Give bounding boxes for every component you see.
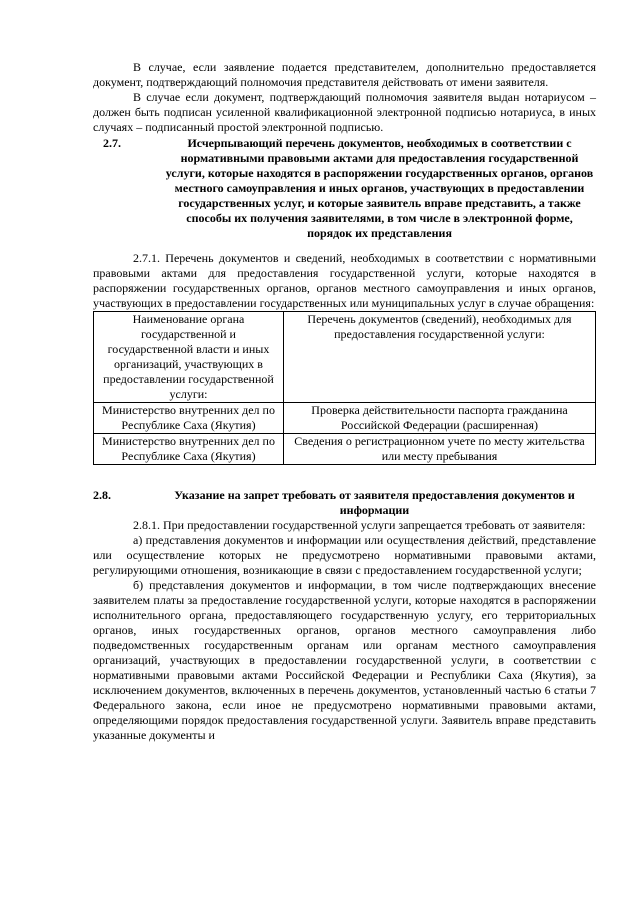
- table-cell: Министерство внутренних дел по Республике Саха (Якутия): [94, 434, 284, 465]
- intro-paragraph-2: В случае если документ, подтверждающий полномочия заявителя выдан нотариусом – должен быть подписан усиленной квалификационной электронной подписью нотариуса, в иных случаях – подписанный простой электронной подписью.: [93, 90, 596, 134]
- table-cell: Сведения о регистрационном учете по месту жительства или месту пребывания: [284, 434, 596, 465]
- intro-paragraph-1: В случае, если заявление подается представителем, дополнительно предоставляется документ, подтверждающий полномочия представителя действовать от имени заявителя.: [93, 60, 596, 89]
- table-cell: Проверка действительности паспорта гражданина Российской Федерации (расширенная): [284, 403, 596, 434]
- table-header-cell: Наименование органа государственной и государственной власти и иных организаций, участвующих в предоставлении государственной услуги:: [94, 312, 284, 403]
- table-header-cell: Перечень документов (сведений), необходимых для предоставления государственной услуги:: [284, 312, 596, 403]
- table-row: [94, 403, 596, 434]
- paragraph-2-7-1: 2.7.1. Перечень документов и сведений, необходимых в соответствии с нормативными правовыми актами для предоставления государственной услуги, которые находятся в распоряжении государственных органов, органов местного самоуправления и иных органов, участвующих в предоставлении государственных или муниципальных услуг в случае обращения:: [93, 251, 596, 310]
- section-2-8-heading: [93, 488, 596, 518]
- section-number: 2.8.: [93, 488, 111, 502]
- paragraph-2-8-1: 2.8.1. При предоставлении государственной услуги запрещается требовать от заявителя:: [133, 518, 586, 532]
- table-header-row: [94, 312, 596, 403]
- section-title: Указание на запрет требовать от заявителя предоставления документов и информации: [174, 488, 575, 517]
- list-item-b: б) представления документов и информации, в том числе подтверждающих внесение заявителем платы за предоставление государственной услуги, которые находятся в распоряжении исполнительного органа, предоставляющего государственную услугу, его территориальных органов, иных государственных органов, органов местного самоуправления либо подведомственных государственным органам или органам местного самоуправления организаций, участвующих в предоставлении государственной услуги, в соответствии с нормативными правовыми актами Российской Федерации и Республики Саха (Якутия), за исключением документов, включенных в перечень документов, установленный частью 6 статьи 7 Федерального закона, если иное не предусмотрено нормативными правовыми актами, определяющими порядок предоставления государственной услуги. Заявитель вправе представить указанные документы и: [93, 578, 596, 742]
- section-number: 2.7.: [103, 136, 121, 150]
- document-page: [93, 60, 596, 743]
- table-cell: Министерство внутренних дел по Республике Саха (Якутия): [94, 403, 284, 434]
- list-item-a: а) представления документов и информации или осуществления действий, представление или осуществление которых не предусмотрено нормативными правовыми актами, регулирующими отношения, возникающие в связи с предоставлением государственной услуги;: [93, 533, 596, 577]
- section-2-7-heading: [93, 136, 596, 241]
- section-title: Исчерпывающий перечень документов, необходимых в соответствии с нормативными правовыми актами для предоставления государственной услуги, которые находятся в распоряжении государственных органов, органов местного самоуправления и иных органов, участвующих в предоставлении государственных услуг, и которые заявитель вправе представить, а также способы их получения заявителями, в том числе в электронной форме, порядок их представления: [165, 136, 594, 240]
- documents-table: [93, 311, 596, 465]
- table-row: [94, 434, 596, 465]
